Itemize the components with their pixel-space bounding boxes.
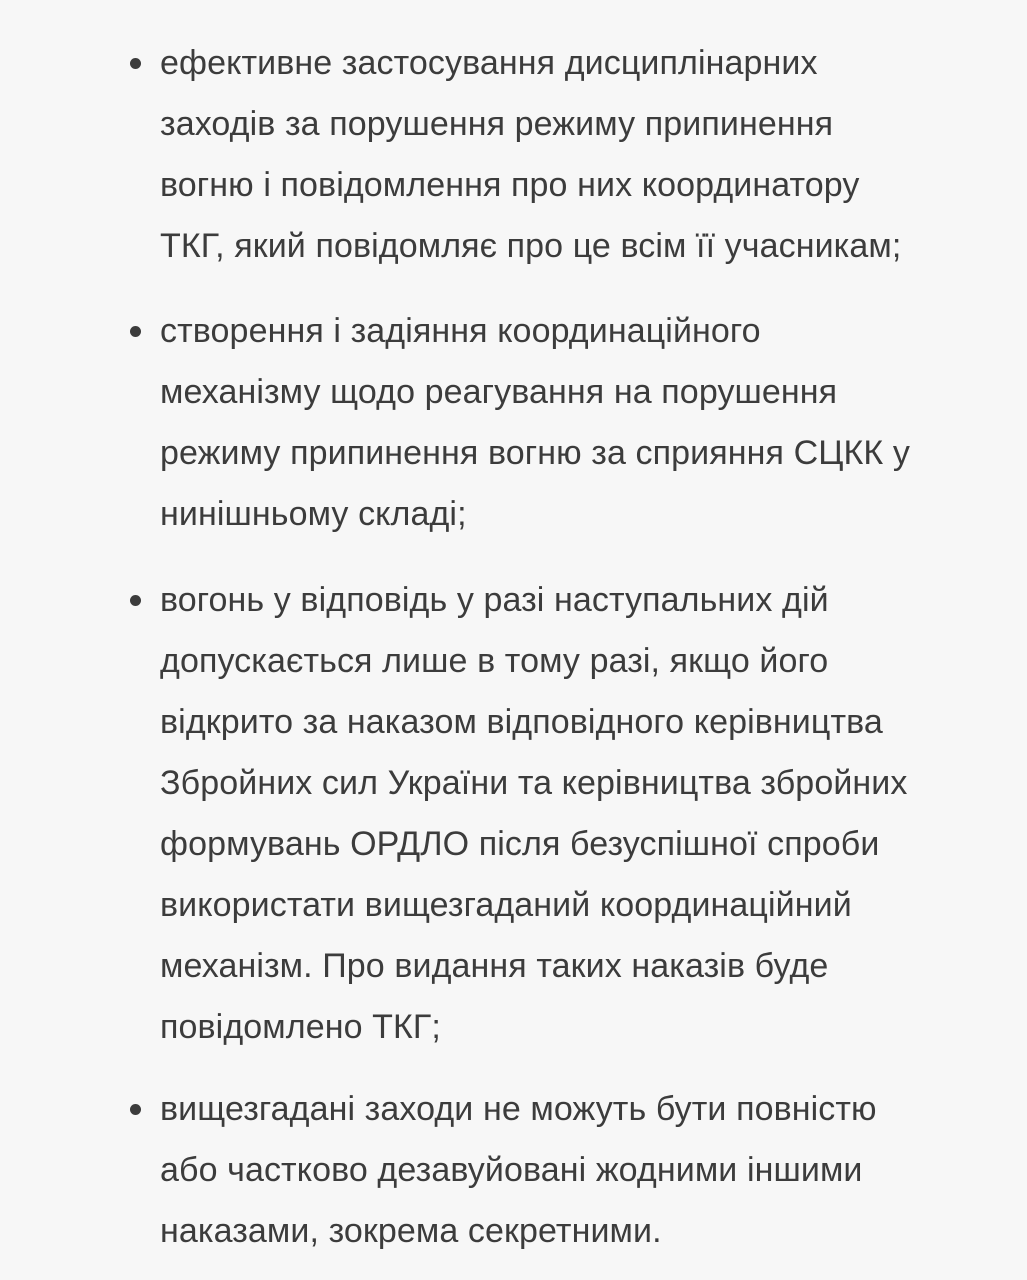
list-item-line: повідомлено ТКГ; bbox=[160, 1008, 441, 1046]
list-item-line: вогню і повідомлення про них координатору bbox=[160, 166, 860, 204]
bullet-icon bbox=[130, 58, 141, 69]
list-item-line: використати вищезгаданий координаційний bbox=[160, 886, 852, 924]
list-item-line: вогонь у відповідь у разі наступальних дій bbox=[160, 581, 829, 619]
list-item bbox=[160, 33, 1010, 277]
list-item-line: формувань ОРДЛО після безуспішної спроби bbox=[160, 825, 880, 863]
list-item-line: заходів за порушення режиму припинення bbox=[160, 105, 834, 143]
list-item-line: створення і задіяння координаційного bbox=[160, 312, 761, 350]
list-item-line: ТКГ, який повідомляє про це всім її учасникам; bbox=[160, 227, 902, 265]
list-item bbox=[160, 570, 1010, 1058]
bullet-icon bbox=[130, 595, 141, 606]
list-item-line: або частково дезавуйовані жодними іншими bbox=[160, 1151, 863, 1189]
list-item-line: механізму щодо реагування на порушення bbox=[160, 373, 838, 411]
bullet-icon bbox=[130, 1104, 141, 1115]
list-item-line: вищезгадані заходи не можуть бути повністю bbox=[160, 1090, 877, 1128]
list-item-line: нинішньому складі; bbox=[160, 495, 467, 533]
list-item-line: відкрито за наказом відповідного керівництва bbox=[160, 703, 883, 741]
list-item bbox=[160, 301, 1010, 545]
list-item-line: допускається лише в тому разі, якщо його bbox=[160, 642, 829, 680]
list-item-line: ефективне застосування дисциплінарних bbox=[160, 44, 818, 82]
list-item-line: Збройних сил України та керівництва збройних bbox=[160, 764, 908, 802]
list-item-line: режиму припинення вогню за сприяння СЦКК у bbox=[160, 434, 910, 472]
list-item bbox=[160, 1079, 1010, 1262]
list-item-line: наказами, зокрема секретними. bbox=[160, 1212, 662, 1250]
list-item-line: механізм. Про видання таких наказів буде bbox=[160, 947, 829, 985]
bullet-icon bbox=[130, 326, 141, 337]
